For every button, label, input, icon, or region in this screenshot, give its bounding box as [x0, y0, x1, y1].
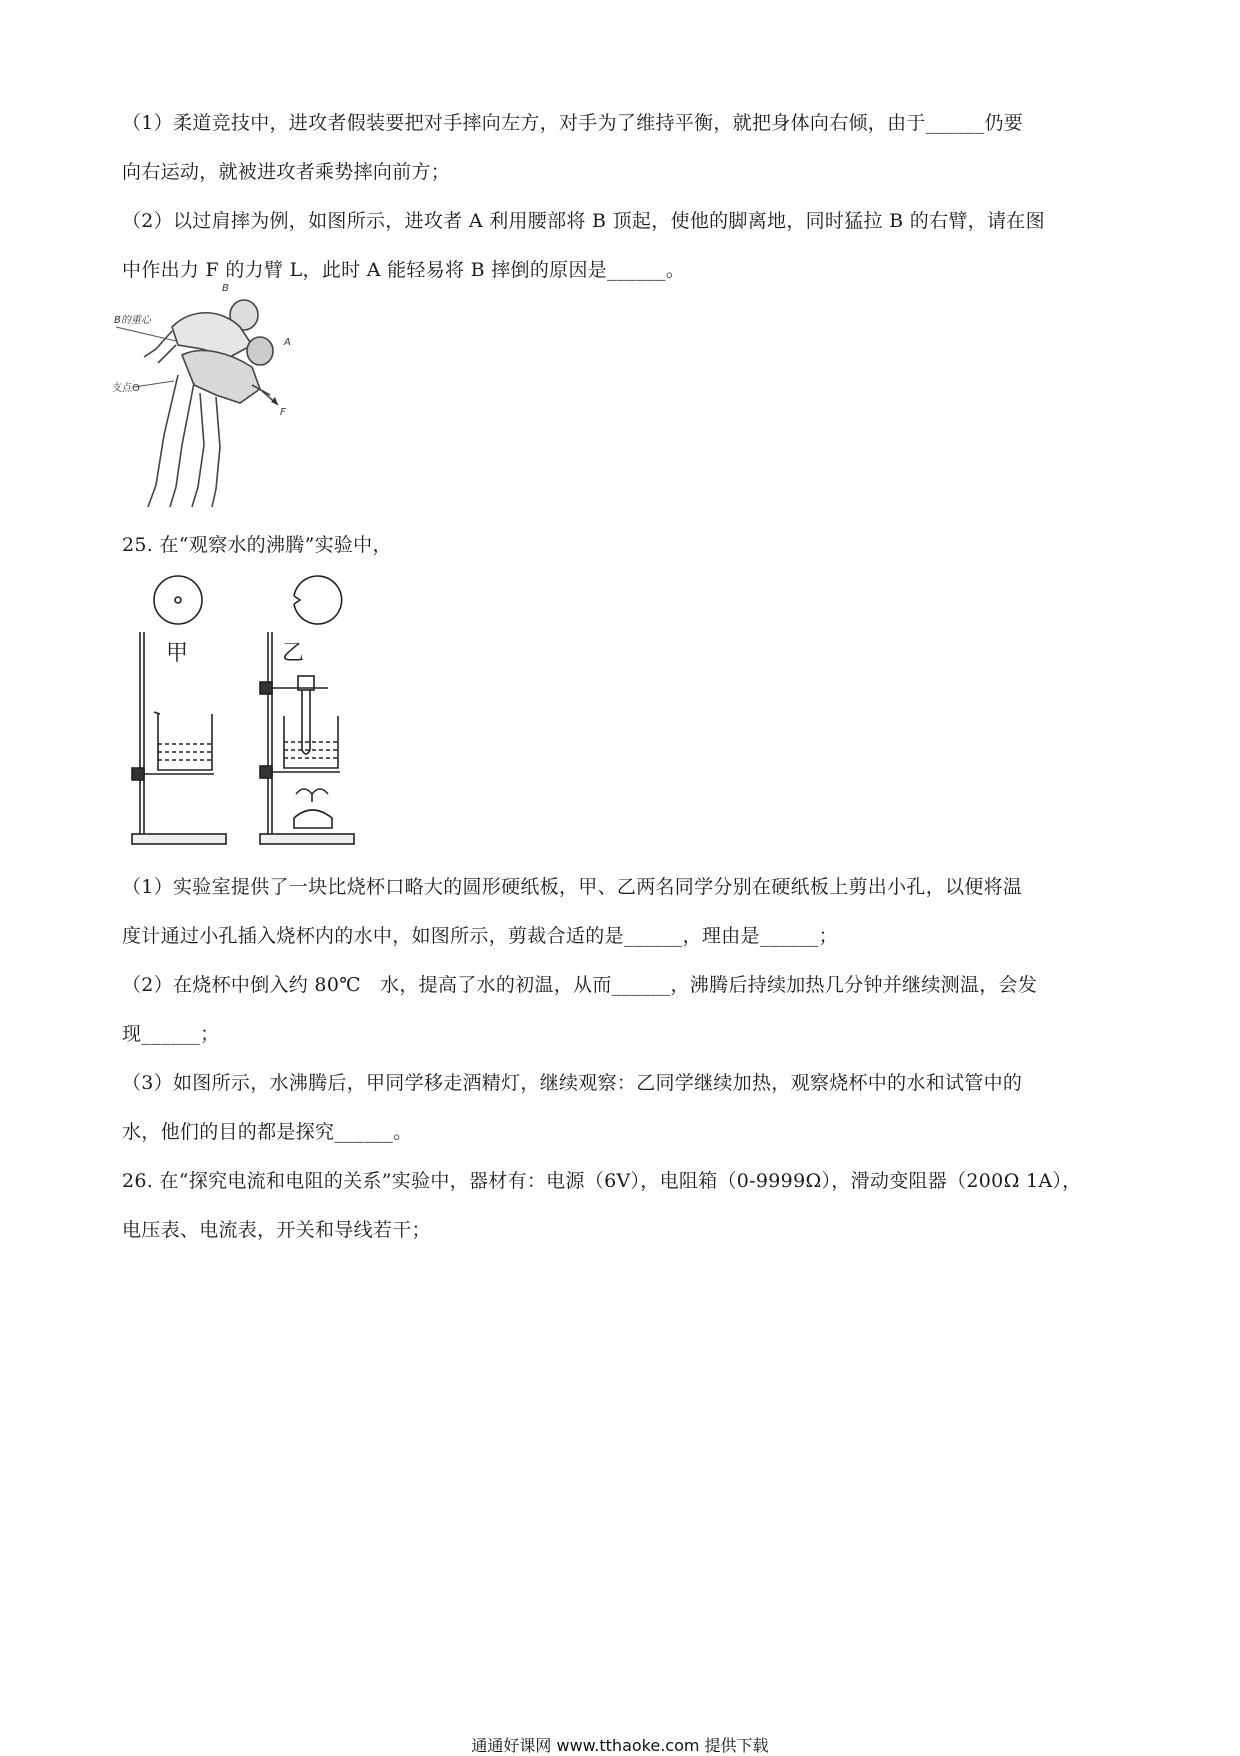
q25-part3-line1: （3）如图所示，水沸腾后，甲同学移走酒精灯，继续观察：乙同学继续加热，观察烧杯中的水和试管中的: [122, 1072, 1023, 1094]
q24-part2-line2: 中作出力 F 的力臂 L，此时 A 能轻易将 B 摔倒的原因是______。: [122, 259, 686, 281]
q25-part1-line2: 度计通过小孔插入烧杯内的水中，如图所示，剪裁合适的是______，理由是______；: [122, 925, 838, 947]
q25-part1-line1: （1）实验室提供了一块比烧杯口略大的圆形硬纸板，甲、乙两名同学分别在硬纸板上剪出小孔，以便将温: [122, 876, 1023, 898]
label-b-center: B的重心: [114, 315, 151, 326]
label-yi: 乙: [282, 641, 305, 666]
label-f: F: [280, 407, 286, 418]
boiling-experiment-figure: [128, 572, 398, 850]
q25-title: 25. 在“观察水的沸腾”实验中，: [122, 534, 392, 556]
q24-part1-line1: （1）柔道竞技中，进攻者假装要把对手摔向左方，对手为了维持平衡，就把身体向右倾，由于______仍要: [122, 112, 1024, 134]
q24-part1-line2: 向右运动，就被进攻者乘势摔向前方；: [122, 161, 451, 183]
shoulder-throw-figure: [112, 275, 312, 515]
q26-line1: 26. 在“探究电流和电阻的关系”实验中，器材有：电源（6V），电阻箱（0-9999Ω），滑动变阻器（200Ω 1A），: [122, 1170, 1082, 1192]
q26-line2: 电压表、电流表，开关和导线若干；: [122, 1219, 431, 1241]
label-a: A: [284, 337, 291, 348]
q24-part2-line1: （2）以过肩摔为例，如图所示，进攻者 A 利用腰部将 B 顶起，使他的脚离地，同时猛拉 B 的右臂，请在图: [122, 210, 1045, 232]
label-pivot: 支点O: [112, 383, 140, 394]
page-footer: 通通好课网 www.tthaoke.com 提供下载: [471, 1736, 769, 1755]
q25-part2-line2: 现______；: [122, 1023, 220, 1045]
q25-part3-line2: 水，他们的目的都是探究______。: [122, 1121, 413, 1143]
label-b: B: [222, 283, 229, 294]
label-jia: 甲: [166, 641, 189, 666]
q25-part2-line1: （2）在烧杯中倒入约 80℃ 水，提高了水的初温，从而______，沸腾后持续加热几分钟并继续测温，会发: [122, 974, 1038, 996]
